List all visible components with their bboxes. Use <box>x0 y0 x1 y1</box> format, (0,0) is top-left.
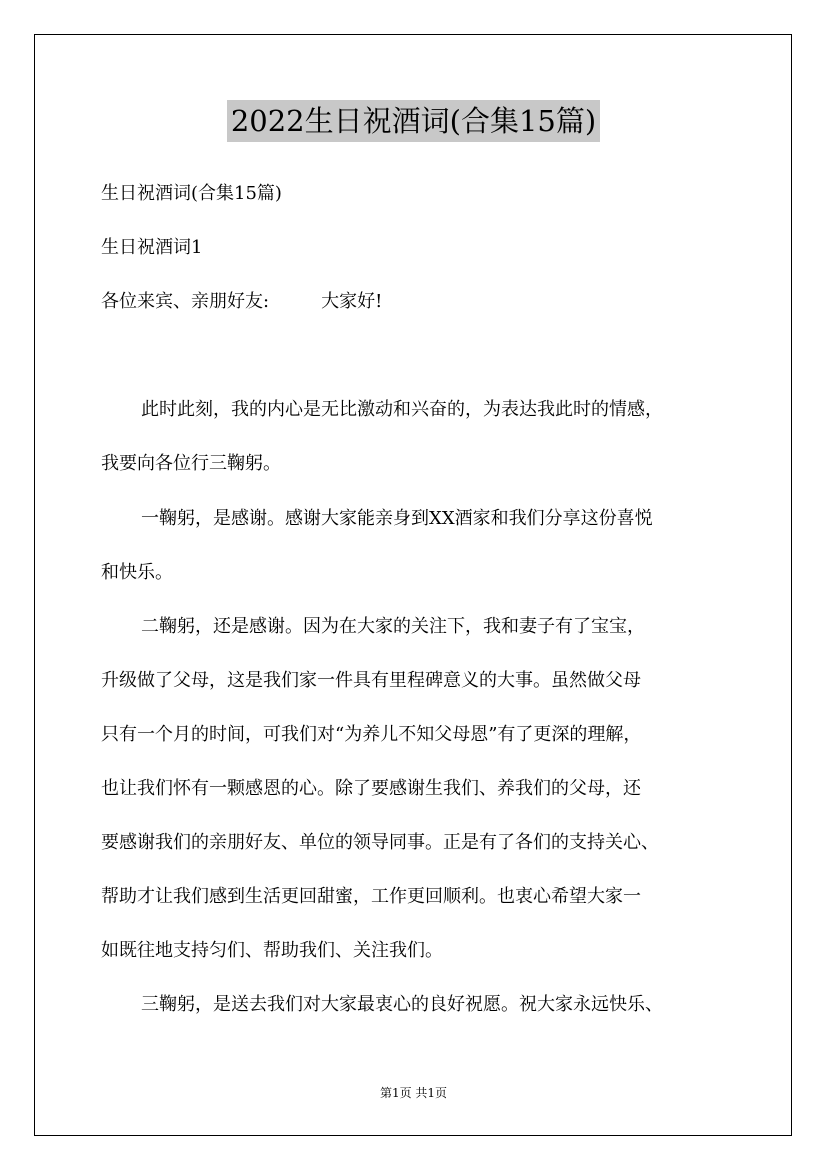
greeting-left: 各位来宾、亲朋好友: <box>101 291 270 312</box>
body-line: 要感谢我们的亲朋好友、单位的领导同事。正是有了各们的支持关心、 <box>101 832 659 853</box>
body-line: 只有一个月的时间，可我们对“为养儿不知父母恩”有了更深的理解， <box>101 724 642 745</box>
section-heading: 生日祝酒词1 <box>101 237 203 258</box>
page-footer: 第1页 共1页 <box>379 1086 448 1100</box>
title-container <box>0 100 827 142</box>
body-line: 我要向各位行三鞠躬。 <box>101 453 281 474</box>
document-title: 2022生日祝酒词(合集15篇) <box>227 100 600 142</box>
body-line: 升级做了父母，这是我们家一件具有里程碑意义的大事。虽然做父母 <box>101 670 641 691</box>
body-line: 此时此刻，我的内心是无比激动和兴奋的，为表达我此时的情感， <box>141 399 663 420</box>
body-line: 二鞠躬，还是感谢。因为在大家的关注下，我和妻子有了宝宝， <box>141 616 645 637</box>
body-line: 和快乐。 <box>101 562 173 583</box>
body-line: 一鞠躬，是感谢。感谢大家能亲身到XX酒家和我们分享这份喜悦 <box>141 508 653 529</box>
body-line: 如既往地支持匀们、帮助我们、关注我们。 <box>101 940 443 961</box>
body-line: 帮助才让我们感到生活更回甜蜜，工作更回顺利。也衷心希望大家一 <box>101 886 641 907</box>
greeting-right: 大家好! <box>321 291 383 312</box>
document-subtitle: 生日祝酒词(合集15篇) <box>101 183 282 204</box>
greeting-line <box>101 290 382 314</box>
body-line: 也让我们怀有一颗感恩的心。除了要感谢生我们、养我们的父母，还 <box>101 778 641 799</box>
body-line: 三鞠躬，是送去我们对大家最衷心的良好祝愿。祝大家永远快乐、 <box>141 994 663 1015</box>
